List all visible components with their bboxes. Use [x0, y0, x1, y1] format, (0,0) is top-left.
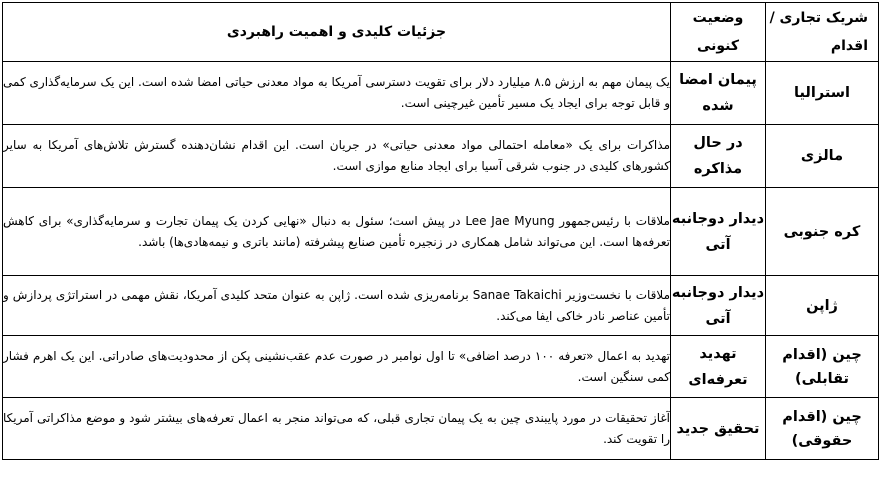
status-cell: دیدار دوجانبه آتی — [671, 188, 766, 276]
details-cell: تهدید به اعمال «تعرفه ۱۰۰ درصد اضافی» تا اول نوامبر در صورت عدم عقب‌نشینی پکن از محدودیت‌های صادراتی. این یک اهرم فشار کمی سنگین است. — [3, 336, 671, 398]
table-row — [3, 188, 879, 276]
table-row — [3, 398, 879, 460]
status-cell: تحقیق جدید — [671, 398, 766, 460]
details-cell: مذاکرات برای یک «معامله احتمالی مواد معدنی حیاتی» در جریان است. این اقدام نشان‌دهنده گسترش تلاش‌های آمریکا به سایر کشورهای کلیدی در جنوب شرقی آسیا برای ایجاد منابع موازی است. — [3, 125, 671, 188]
partner-cell: چین (اقدام حقوقی) — [766, 398, 879, 460]
partner-cell: چین (اقدام تقابلی) — [766, 336, 879, 398]
trade-partners-table — [2, 2, 879, 460]
status-cell: پیمان امضا شده — [671, 62, 766, 125]
table-row — [3, 336, 879, 398]
header-partner: شریک تجاری / اقدام — [766, 3, 879, 62]
details-cell: ملاقات با رئیس‌جمهور Lee Jae Myung در پیش است؛ سئول به دنبال «نهایی کردن یک پیمان تجارت و سرمایه‌گذاری» برای کاهش تعرفه‌ها است. این می‌تواند شامل همکاری در زنجیره تأمین صنایع پیشرفته (مانند باتری و نیمه‌هادی‌ها) باشد. — [3, 188, 671, 276]
details-cell: ملاقات با نخست‌وزیر Sanae Takaichi برنامه‌ریزی شده است. ژاپن به عنوان متحد کلیدی آمریکا، نقش مهمی در استراتژی پردازش و تأمین عناصر نادر خاکی ایفا می‌کند. — [3, 276, 671, 336]
table-row — [3, 62, 879, 125]
partner-cell: استرالیا — [766, 62, 879, 125]
partner-cell: کره جنوبی — [766, 188, 879, 276]
status-cell: دیدار دوجانبه آتی — [671, 276, 766, 336]
header-status: وضعیت کنونی — [671, 3, 766, 62]
table-row — [3, 125, 879, 188]
details-cell: آغاز تحقیقات در مورد پایبندی چین به یک پیمان تجاری قبلی، که می‌تواند منجر به اعمال تعرفه‌های بیشتر شود و موضع مذاکراتی آمریکا را تقویت کند. — [3, 398, 671, 460]
header-details: جزئیات کلیدی و اهمیت راهبردی — [3, 3, 671, 62]
partner-cell: مالزی — [766, 125, 879, 188]
status-cell: در حال مذاکره — [671, 125, 766, 188]
details-cell: یک پیمان مهم به ارزش ۸.۵ میلیارد دلار برای تقویت دسترسی آمریکا به مواد معدنی حیاتی امضا شده است. این یک سرمایه‌گذاری کمی و قابل توجه برای ایجاد یک مسیر تأمین غیرچینی است. — [3, 62, 671, 125]
table-header-row — [3, 3, 879, 62]
table-row — [3, 276, 879, 336]
status-cell: تهدید تعرفه‌ای — [671, 336, 766, 398]
partner-cell: ژاپن — [766, 276, 879, 336]
